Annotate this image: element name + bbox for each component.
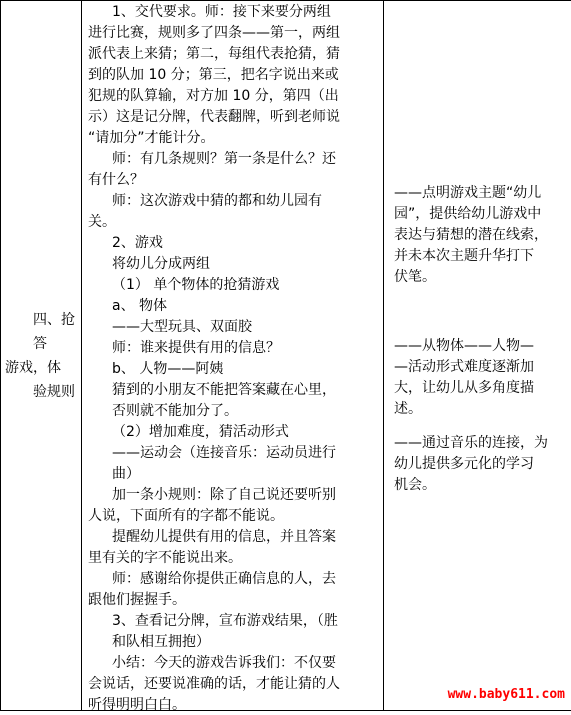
content-line: 提醒幼儿提供有用的信息，并且答案: [82, 527, 383, 547]
notes-text: [384, 1, 571, 710]
note-line: 幼儿提供多元化的学习: [384, 454, 571, 474]
note-line: 并未本次主题升华打下: [384, 246, 571, 266]
content-line: 1、交代要求。师：接下来要分两组: [82, 2, 383, 22]
content-text: [82, 1, 383, 710]
table-row: [1, 1, 571, 711]
content-cell: [82, 1, 384, 711]
note-line: 园”，提供给幼儿游戏中: [384, 204, 571, 224]
note-line: 述。: [384, 399, 571, 419]
content-line: 师：谁来提供有用的信息？: [82, 338, 383, 358]
content-line: 跟他们握握手。: [82, 590, 383, 610]
content-line: 师：有几条规则？第一条是什么？还: [82, 149, 383, 169]
category-line-2: 游戏，体: [5, 356, 77, 380]
content-line: a、 物体: [82, 296, 383, 316]
content-line: 曲）: [82, 464, 383, 484]
content-line: 师：这次游戏中猜的都和幼儿园有: [82, 191, 383, 211]
note-line: 机会。: [384, 475, 571, 495]
note-line: 表达与猜想的潜在线索，: [384, 225, 571, 245]
content-line: （1） 单个物体的抢猜游戏: [82, 275, 383, 295]
notes-cell: [384, 1, 571, 711]
content-line: b、 人物——阿姨: [82, 359, 383, 379]
content-line: 到的队加 10 分；第三，把名字说出来或: [82, 65, 383, 85]
content-line: 有什么？: [82, 170, 383, 190]
content-line: 里有关的字不能说出来。: [82, 548, 383, 568]
category-line-1: 四、抢答: [5, 308, 77, 356]
content-line: 听得明明白白。: [82, 695, 383, 715]
note-line: 大，让幼儿从多角度描: [384, 378, 571, 398]
content-line: 3、查看记分牌，宣布游戏结果，（胜: [82, 611, 383, 631]
content-line: 猜到的小朋友不能把答案藏在心里，: [82, 380, 383, 400]
content-line: 将幼儿分成两组: [82, 254, 383, 274]
content-line: 加一条小规则：除了自己说还要听别: [82, 485, 383, 505]
content-line: 师：感谢给你提供正确信息的人，去: [82, 569, 383, 589]
content-line: 犯规的队算输，对方加 10 分，第四（出: [82, 86, 383, 106]
note-line: ——点明游戏主题“幼儿: [384, 183, 571, 203]
category-cell: [1, 1, 82, 711]
content-line: 否则就不能加分了。: [82, 401, 383, 421]
category-line-3: 验规则: [5, 380, 77, 404]
category-label: [1, 308, 81, 404]
note-line: 伏笔。: [384, 267, 571, 287]
content-line: 会说话，还要说准确的话，才能让猜的人: [82, 674, 383, 694]
watermark-text: www.baby611.com: [448, 687, 565, 702]
note-line: ——从物体——人物—: [384, 336, 571, 356]
content-line: （2）增加难度，猜活动形式: [82, 422, 383, 442]
note-line: ——通过音乐的连接，为: [384, 433, 571, 453]
content-line: ——运动会（连接音乐：运动员进行: [82, 443, 383, 463]
content-line: 派代表上来猜；第二，每组代表抢猜，猜: [82, 44, 383, 64]
content-line: “请加分”才能计分。: [82, 128, 383, 148]
content-line: ——大型玩具、双面胶: [82, 317, 383, 337]
content-line: 关。: [82, 212, 383, 232]
content-line: 人说，下面所有的字都不能说。: [82, 506, 383, 526]
content-line: 进行比赛，规则多了四条——第一，两组: [82, 23, 383, 43]
note-line: —活动形式难度逐渐加: [384, 357, 571, 377]
content-line: 2、游戏: [82, 233, 383, 253]
content-line: 小结：今天的游戏告诉我们：不仅要: [82, 653, 383, 673]
content-line: 和队相互拥抱）: [82, 632, 383, 652]
content-line: 示）这是记分牌，代表翻牌，听到老师说: [82, 107, 383, 127]
